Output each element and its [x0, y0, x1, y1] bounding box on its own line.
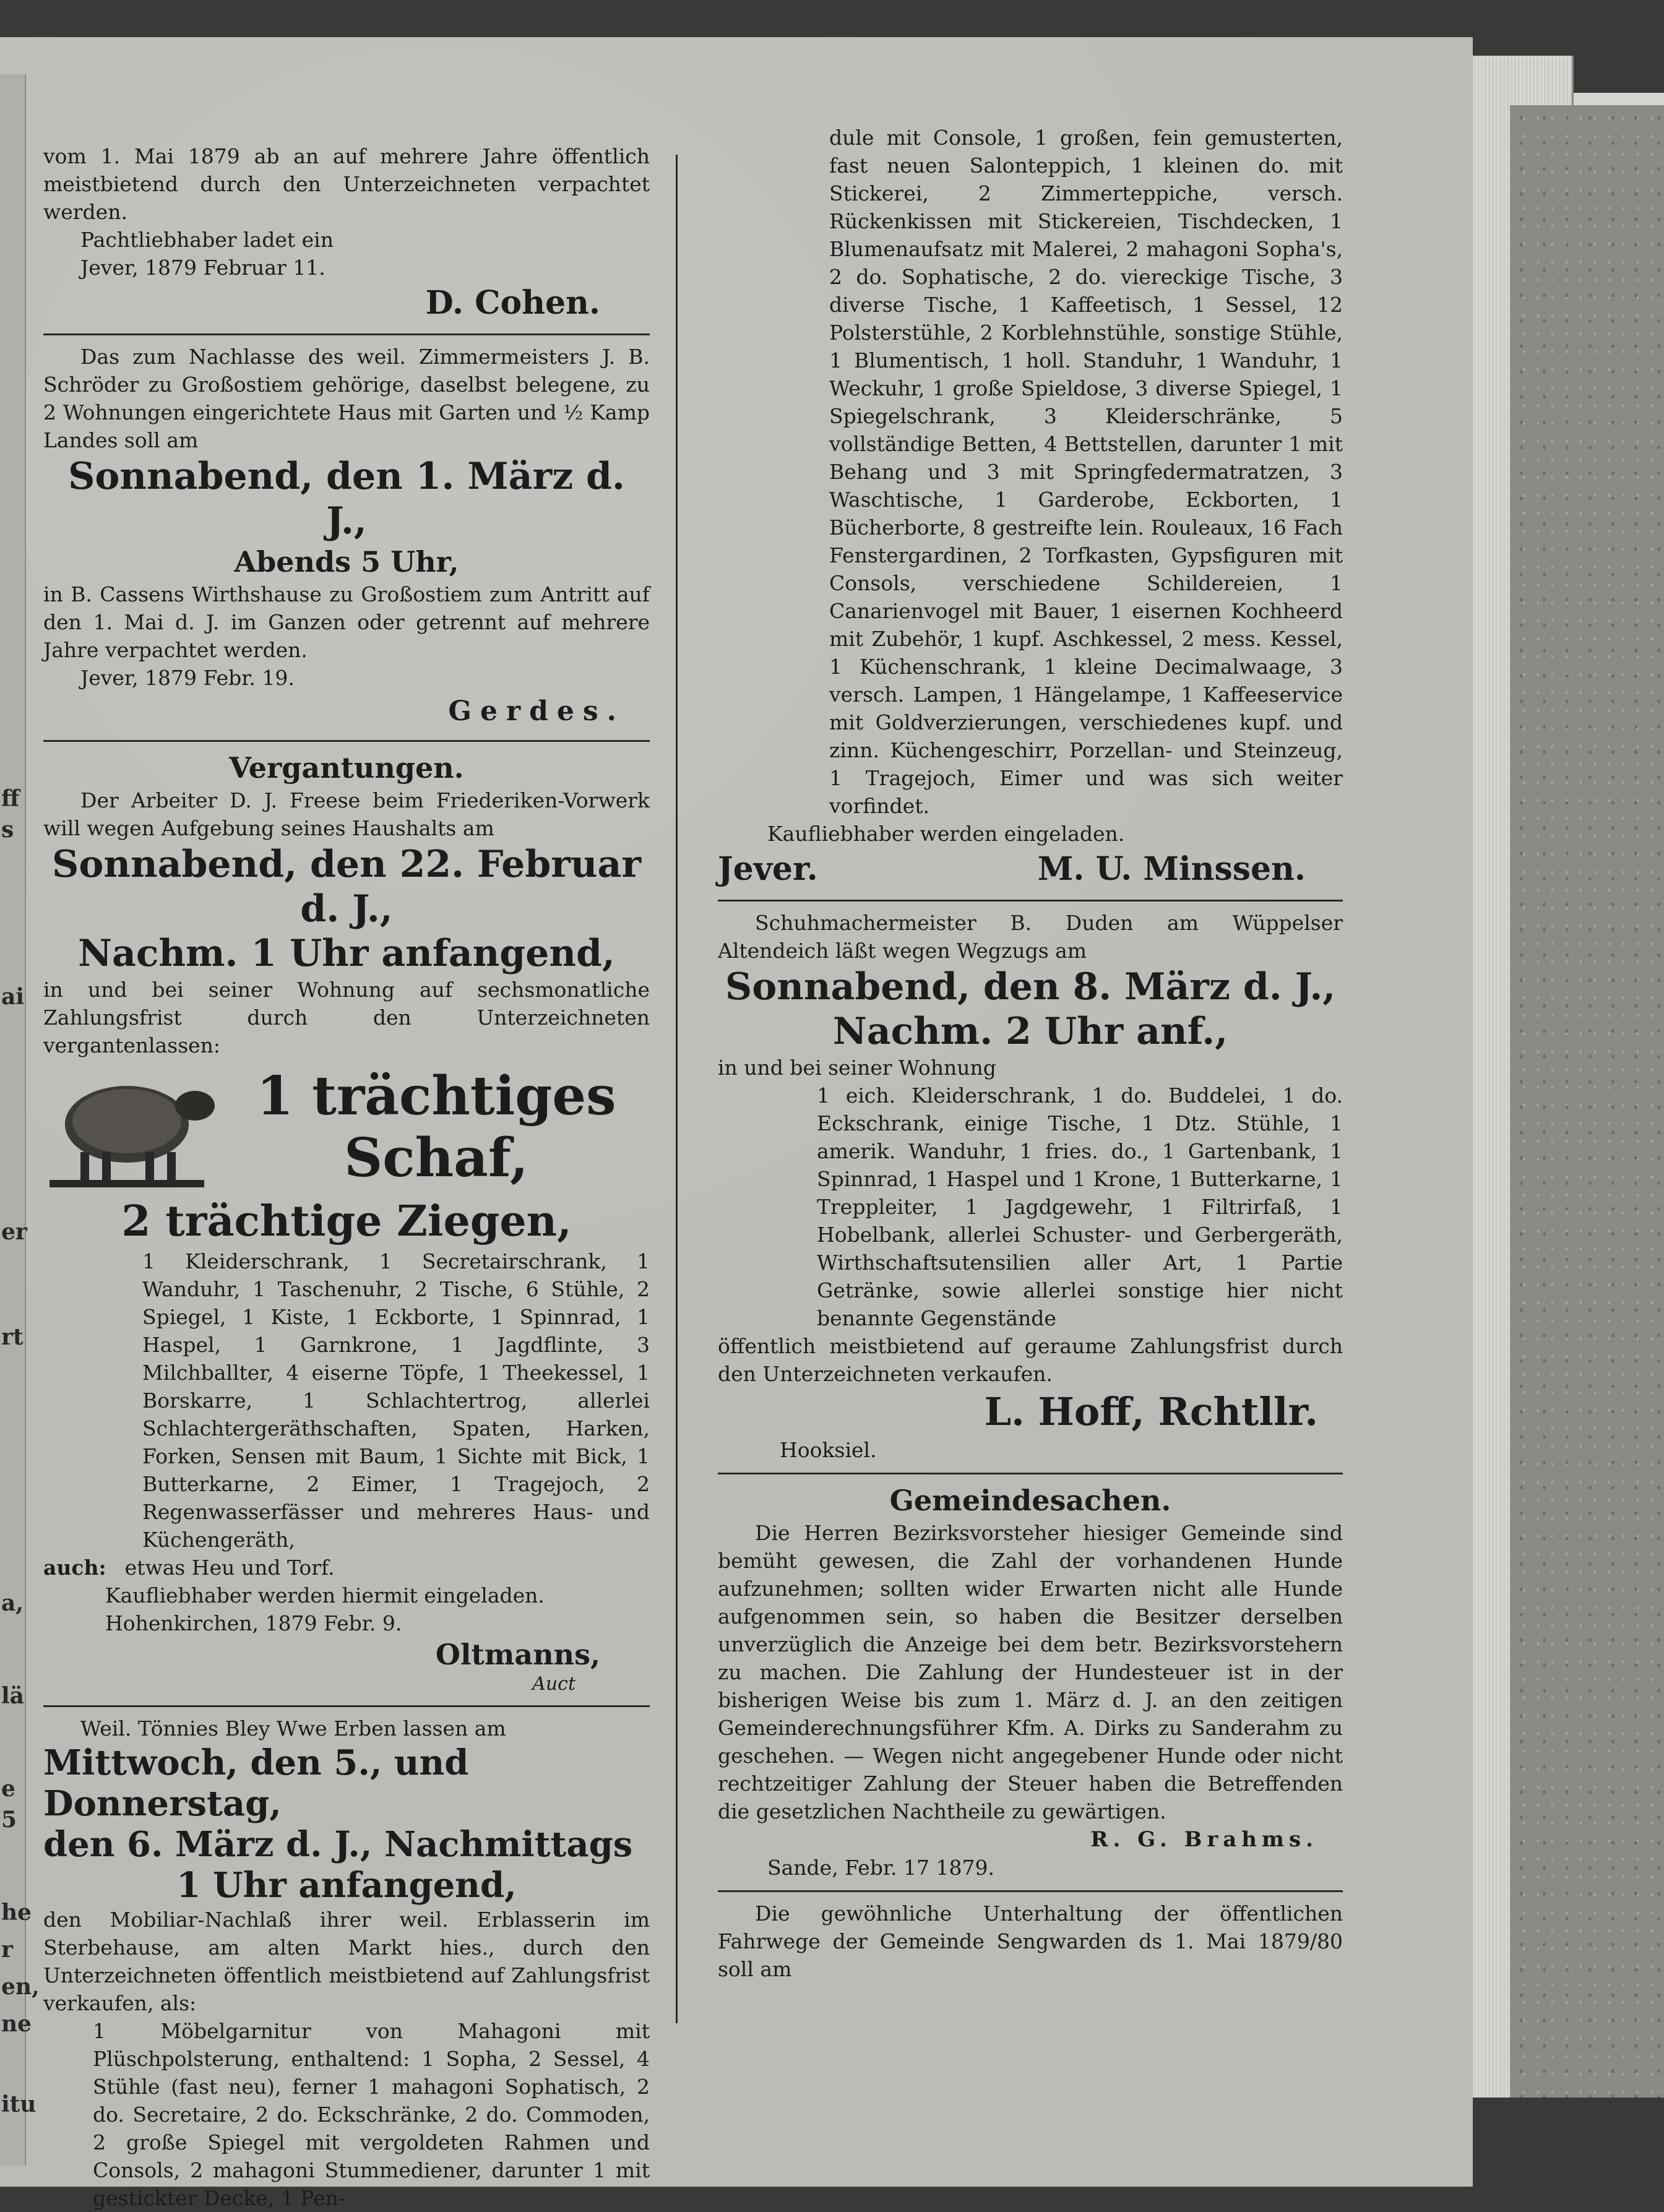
section-heading: Gemeindesachen. — [889, 1484, 1171, 1517]
ad-invite: Kaufliebhaber werden hiermit eingeladen. — [105, 1583, 545, 1607]
ad-text: Der Arbeiter D. J. Freese beim Friederiken-Vorwerk will wegen Aufgebung seines Haushalts am — [43, 788, 650, 840]
edge-fragment: s — [1, 817, 14, 843]
ad-divider — [718, 1890, 1343, 1892]
ad-signature: R. G. Brahms. — [1090, 1827, 1318, 1852]
ad-time-line: Abends 5 Uhr, — [234, 545, 459, 579]
ad-place-date: Hohenkirchen, 1879 Febr. 9. — [105, 1611, 402, 1635]
ad-signature-title: Auct — [532, 1673, 576, 1695]
edge-fragment: rt — [1, 1324, 24, 1350]
ad-item-list: 1 Kleiderschrank, 1 Secretairschrank, 1 Wanduhr, 1 Taschenuhr, 2 Tische, 6 Stühle, 2 Spiegel, 1 Kiste, 1 Eckborte, 1 Spinnrad, 1 Haspel, 1 Garnkrone, 1 Jagdflinte, 3 Milchballter, 4 eiserne Töpfe, 1 Theekessel, 1 Borskarre, 1 Schlachtertrog, allerlei Schlachtergeräthschaften, Spaten, Harken, Forken, Sensen mit Baum, 1 Sichte mit Bick, 1 Butterkarne, 2 Eimer, 1 Tragejoch, 2 Regenwasserfässer und mehreres Haus- und Küchengeräth, — [142, 1249, 650, 1552]
ad-date-line: Sonnabend, den 22. Februar d. J., — [51, 843, 642, 931]
sheep-icon — [43, 1059, 223, 1195]
headline-text: 1 trächtiges — [256, 1065, 616, 1127]
ad-text: in und bei seiner Wohnung auf sechsmonatliche Zahlungsfrist durch den Unterzeichneten vergantenlassen: — [43, 978, 650, 1057]
ad-date-line: Sonnabend, den 8. März d. J., — [725, 965, 1336, 1009]
ad-time-line: Nachm. 2 Uhr anf., — [832, 1010, 1228, 1053]
edge-fragment: en, — [1, 1974, 40, 2000]
ad-time-line: 1 Uhr anfangend, — [176, 1865, 517, 1906]
right-column — [718, 124, 1343, 1983]
section-heading: Vergantungen. — [229, 751, 464, 785]
edge-fragment: ne — [1, 2011, 32, 2037]
edge-fragment: 5 — [1, 1807, 17, 1833]
sheep-block — [43, 1059, 650, 1195]
edge-fragment: a, — [1, 1590, 24, 1616]
ad-divider — [43, 1705, 650, 1707]
ad-place: Jever. — [718, 850, 818, 888]
ad-headline: 2 trächtige Ziegen, — [121, 1197, 572, 1246]
ad-text: Weil. Tönnies Bley Wwe Erben lassen am — [80, 1716, 506, 1741]
ad-place-date: Jever, 1879 Febr. 19. — [80, 666, 295, 690]
ad-divider — [718, 1473, 1343, 1474]
ad-date-line: den 6. März d. J., Nachmittags — [43, 1824, 633, 1865]
ad-signature: M. U. Minssen. — [1037, 850, 1306, 888]
book-cover-board — [1510, 105, 1664, 2098]
edge-fragment: lä — [1, 1683, 25, 1709]
column-divider — [676, 155, 678, 2023]
ad-item-list: dule mit Console, 1 großen, fein gemusterten, fast neuen Salonteppich, 1 kleinen do. mit Stickerei, 2 Zimmerteppiche, versch. Rückenkissen mit Stickereien, Tischdecken, 1 Blumenaufsatz mit Malerei, 2 mahagoni Sopha's, 2 do. Sophatische, 2 do. viereckige Tische, 3 diverse Tische, 1 Kaffeetisch, 1 Sessel, 12 Polsterstühle, 2 Korblehnstühle, sonstige Stühle, 1 Blumentisch, 1 holl. Standuhr, 1 Wanduhr, 1 Weckuhr, 1 große Spieldose, 3 diverse Spiegel, 1 Spiegelschrank, 3 Kleiderschränke, 5 vollständige Betten, 4 Bettstellen, darunter 1 mit Behang und 3 mit Springfedermatratzen, 3 Waschtische, 1 Garderobe, Eckborten, 1 Bücherborte, 8 gestreifte lein. Rouleaux, 16 Fach Fenstergardinen, 2 Torfkasten, Gypsfiguren mit Consols, verschiedene Schildereien, 1 Canarienvogel mit Bauer, 1 eisernen Kochheerd mit Zubehör, 1 kupf. Aschkessel, 2 mess. Kessel, 1 Küchenschrank, 1 kleine Decimalwaage, 3 versch. Lampen, 1 Hängelampe, 1 Kaffeeservice mit Goldverzierungen, verschiedenes kupf. und zinn. Küchengeschirr, Porzellan- und Steinzeug, 1 Tragejoch, Eimer und was sich weiter vorfindet. — [829, 126, 1343, 818]
ad-place: Hooksiel. — [780, 1438, 877, 1462]
ad-bley — [43, 1715, 650, 2212]
previous-page-sliver — [0, 74, 40, 2166]
ad-bley-continued — [718, 124, 1343, 891]
ad-hoff — [718, 909, 1343, 1464]
edge-fragment: er — [1, 1219, 27, 1245]
ad-text: in und bei seiner Wohnung — [718, 1056, 996, 1080]
ad-place-signature — [718, 848, 1343, 891]
edge-fragment: itu — [1, 2091, 37, 2117]
ad-text: Die Herren Bezirksvorsteher hiesiger Gemeinde sind bemüht gewesen, die Zahl der vorhandenen Hunde aufzunehmen; sollten wider Erwarten nicht alle Hunde aufgenommen sein, so haben die Besitzer derselben unverzüglich die Anzeige bei dem betr. Bezirksvorstehern zu machen. Die Zahlung der Hundesteuer ist in der bisherigen Weise bis zum 1. März d. J. an den zeitigen Gemeinderechnungsführer Kfm. A. Dirks zu Sanderahm zu geschehen. — Wegen nicht angegebener Hunde oder nicht rechtzeitiger Zahlung der Steuer haben die Betreffenden die gesetzlichen Nachtheile zu gewärtigen. — [718, 1521, 1343, 1823]
ad-gerdes — [43, 343, 650, 731]
ad-signature: Oltmanns, — [435, 1638, 600, 1671]
ad-place-date: Sande, Febr. 17 1879. — [767, 1856, 994, 1880]
ad-divider — [43, 740, 650, 742]
ad-oltmanns — [43, 749, 650, 1697]
ad-text: Schuhmachermeister B. Duden am Wüppelser Altendeich läßt wegen Wegzugs am — [718, 911, 1343, 963]
ad-item-list: 1 eich. Kleiderschrank, 1 do. Buddelei, 1 do. Eckschrank, einige Tische, 1 Dtz. Stühle, 1 amerik. Wanduhr, 1 fries. do., 1 Gartenbank, 1 Spinnrad, 1 Haspel und 1 Krone, 1 Butterkarne, 1 Treppleiter, 1 Jagdgewehr, 1 Filtrirfaß, 1 Hobelbank, allerlei Schuster- und Gerbergeräth, Wirthschaftsutensilien aller Art, 1 Partie Getränke, sowie allerlei sonstige hier nicht benannte Gegenstände — [817, 1083, 1343, 1330]
ad-time-line: Nachm. 1 Uhr anfangend, — [78, 932, 615, 975]
left-column — [43, 142, 650, 2212]
sheep-headline — [223, 1065, 650, 1189]
edge-fragment: r — [1, 1937, 13, 1963]
headline-text: Schaf, — [344, 1127, 528, 1189]
ad-text: vom 1. Mai 1879 ab an auf mehrere Jahre öffentlich meistbietend durch den Unterzeichneten verpachtet werden. — [43, 144, 650, 224]
ad-text: Die gewöhnliche Unterhaltung der öffentlichen Fahrwege der Gemeinde Sengwarden ds 1. Mai 1879/80 soll am — [718, 1901, 1343, 1981]
edge-fragment: e — [1, 1776, 15, 1802]
edge-fragment: ai — [1, 984, 25, 1010]
ad-date-line: Sonnabend, den 1. März d. J., — [68, 455, 625, 543]
ad-divider — [43, 334, 650, 335]
ad-gemeinde — [718, 1482, 1343, 1882]
ad-invite: Kaufliebhaber werden eingeladen. — [767, 822, 1125, 846]
ad-text: öffentlich meistbietend auf geraume Zahlungsfrist durch den Unterzeichneten verkaufen. — [718, 1334, 1343, 1386]
also-label: auch: — [43, 1556, 106, 1580]
ad-text: Pachtliebhaber ladet ein — [80, 228, 334, 252]
ad-text: Das zum Nachlasse des weil. Zimmermeisters J. B. Schröder zu Großostiem gehörige, daselbst belegene, zu 2 Wohnungen eingerichtete Haus mit Garten und ½ Kamp Landes soll am — [43, 345, 650, 452]
also-text: etwas Heu und Torf. — [124, 1556, 335, 1580]
ad-place-date: Jever, 1879 Februar 11. — [80, 256, 325, 280]
ad-item-list: 1 Möbelgarnitur von Mahagoni mit Plüschpolsterung, enthaltend: 1 Sopha, 2 Sessel, 4 Stühle (fast neu), ferner 1 mahagoni Sophatisch, 2 do. Secretaire, 2 do. Eckschränke, 2 do. Commoden, 2 große Spiegel mit vergoldeten Rahmen und Consols, 2 mahagoni Stummediener, darunter 1 mit gestickter Decke, 1 Pen- — [93, 2019, 650, 2210]
ad-text: in B. Cassens Wirthshause zu Großostiem zum Antritt auf den 1. Mai d. J. im Ganzen oder getrennt auf mehrere Jahre verpachtet werden. — [43, 582, 650, 662]
ad-text: den Mobiliar-Nachlaß ihrer weil. Erblasserin im Sterbehause, am alten Markt hies., durch den Unterzeichneten öffentlich meistbietend auf Zahlungsfrist verkaufen, als: — [43, 1908, 650, 2015]
ad-date-line: Mittwoch, den 5., und Donnerstag, — [43, 1742, 469, 1824]
ad-signature: Gerdes. — [448, 695, 625, 727]
ad-signature: L. Hoff, Rchtllr. — [984, 1389, 1318, 1434]
ad-also — [43, 1554, 650, 1582]
ad-cohen — [43, 142, 650, 325]
ad-sengwarden — [718, 1900, 1343, 1983]
ad-signature: D. Cohen. — [425, 284, 600, 322]
edge-fragment: ff — [1, 786, 20, 812]
ad-divider — [718, 900, 1343, 902]
edge-fragment: he — [1, 1900, 32, 1926]
